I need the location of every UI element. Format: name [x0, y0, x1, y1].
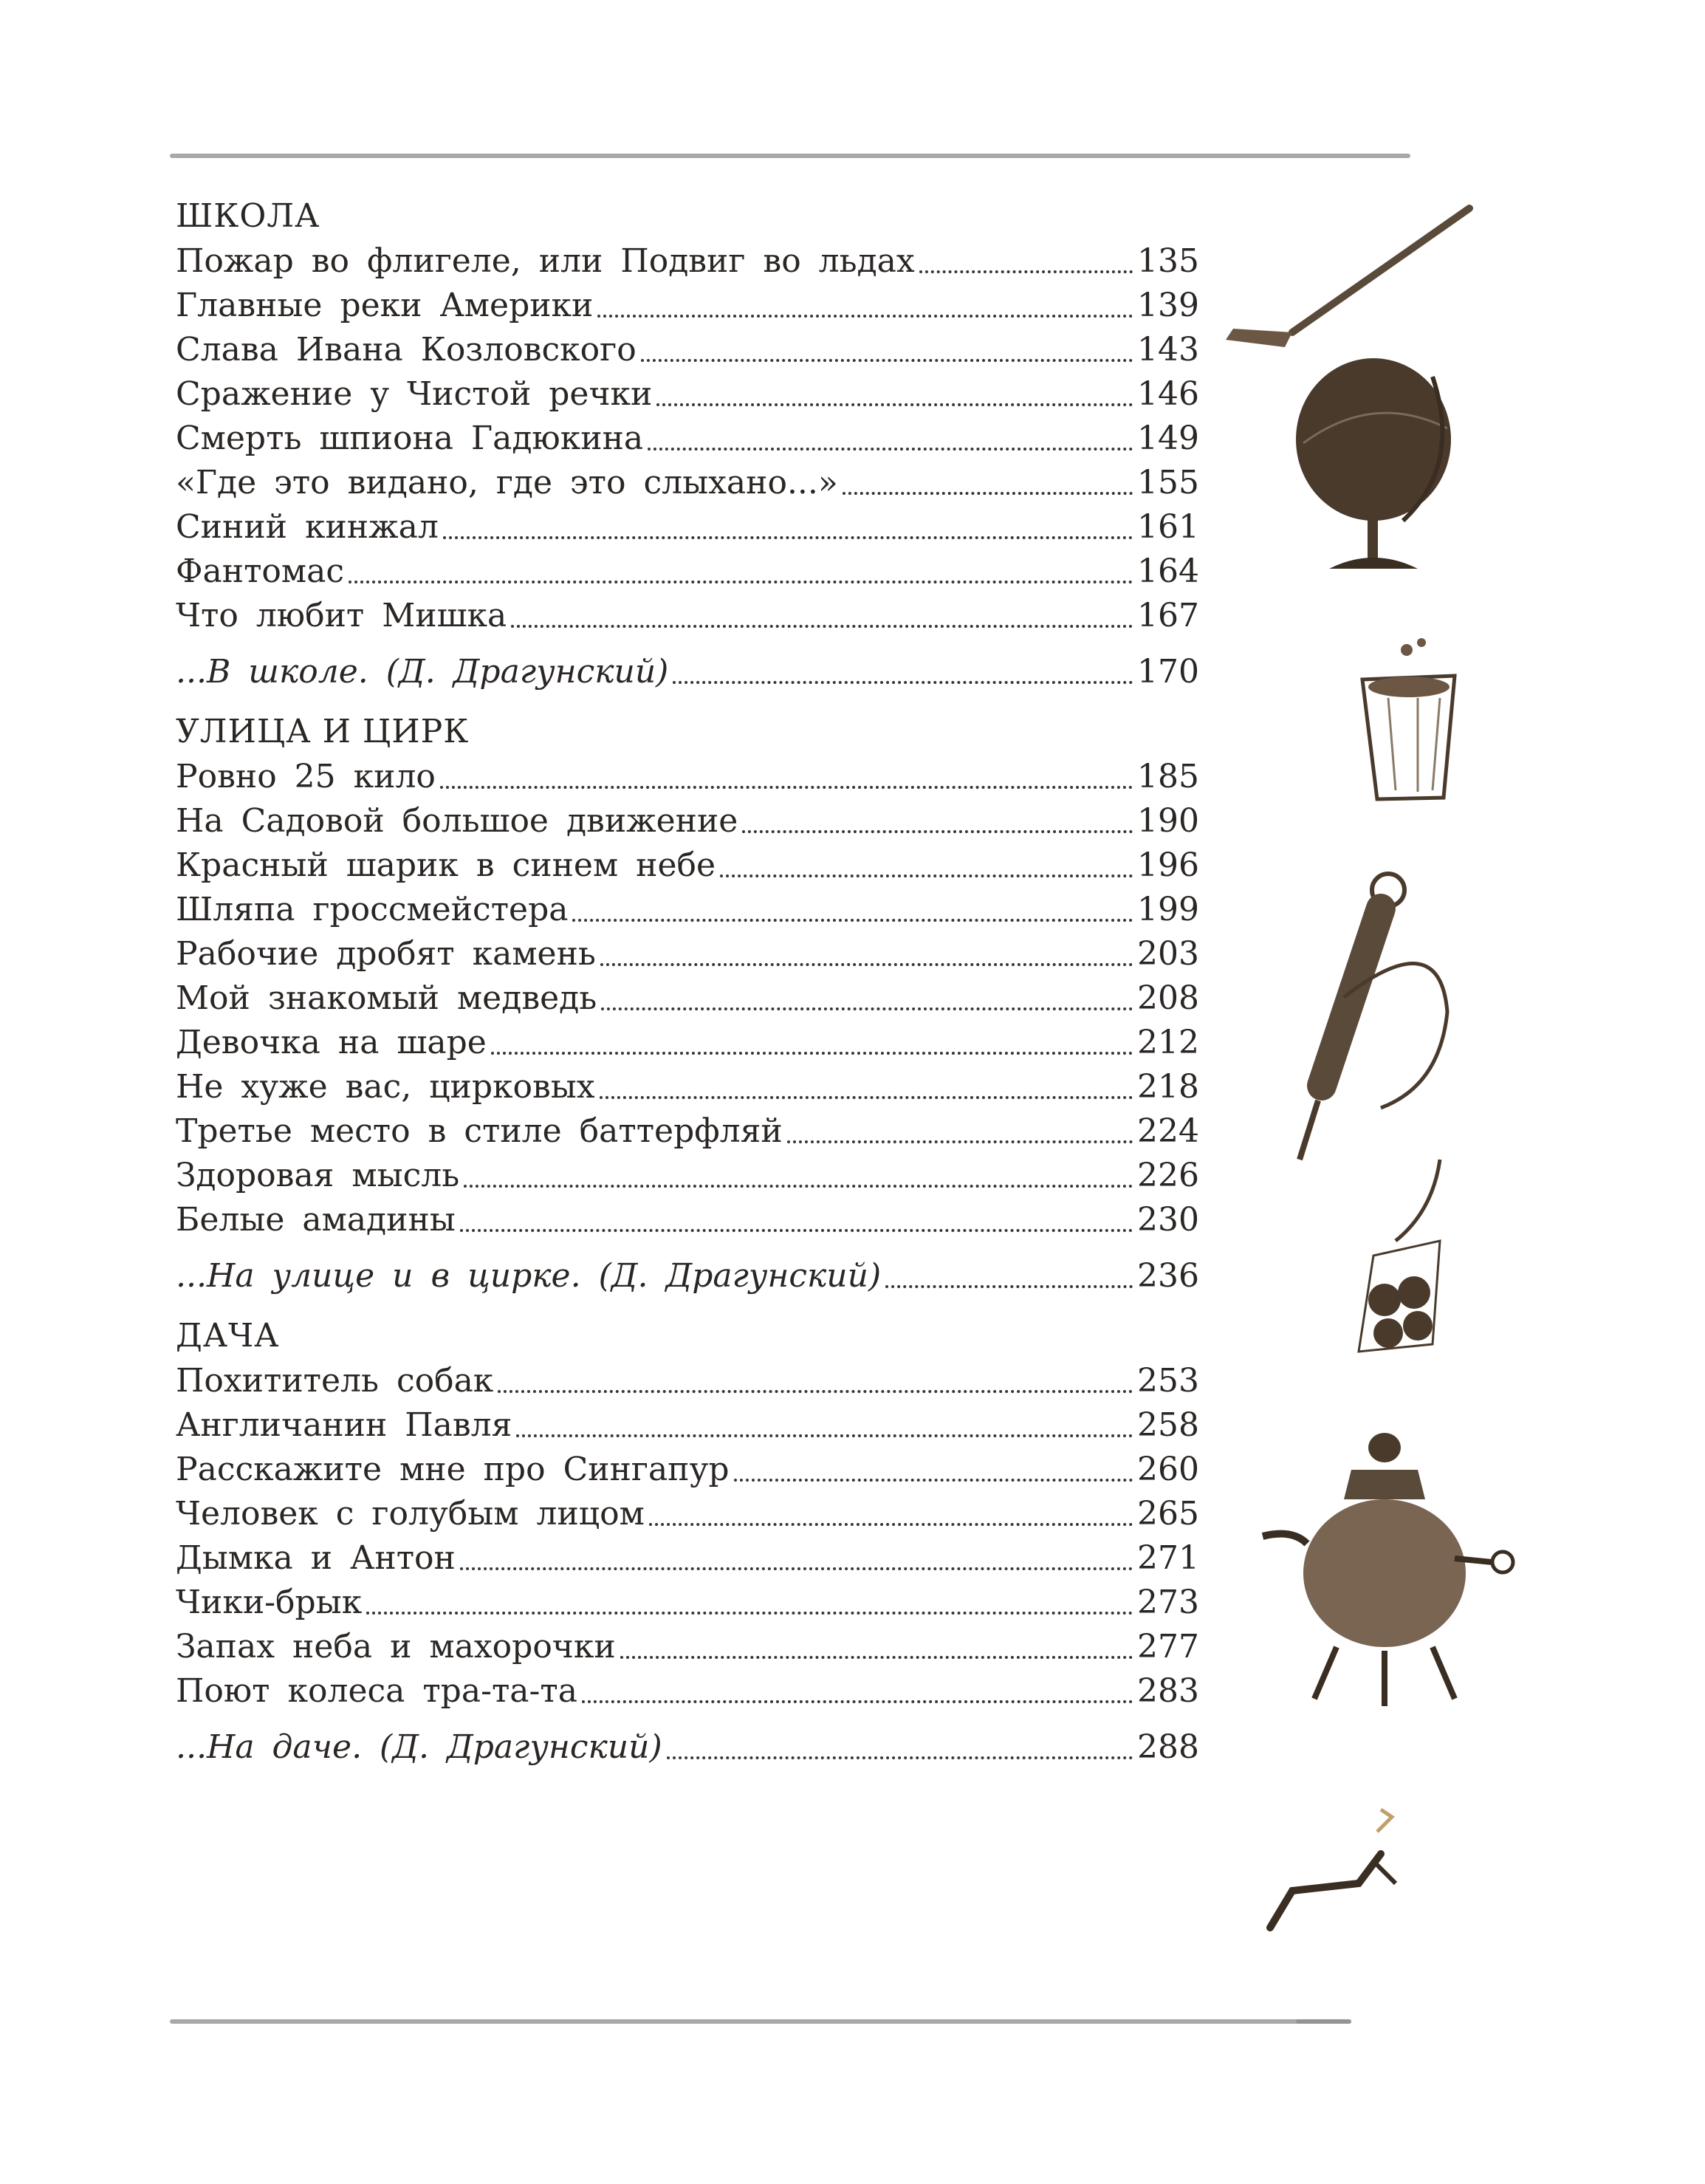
- dot-leader: [641, 359, 1133, 362]
- page-number: 271: [1137, 1539, 1199, 1577]
- page-number: 149: [1137, 420, 1199, 457]
- toc-summary-entry[interactable]: [176, 650, 1199, 694]
- entry-title: Не хуже вас, цирковых: [176, 1068, 595, 1106]
- globe-icon: [1285, 347, 1469, 583]
- entry-title: Слава Ивана Козловского: [176, 331, 637, 369]
- dot-leader: [582, 1700, 1133, 1703]
- toc-entry[interactable]: [176, 1359, 1199, 1403]
- toc-entry[interactable]: [176, 1669, 1199, 1714]
- page-number: 135: [1137, 242, 1199, 280]
- entry-title: Расскажите мне про Сингапур: [176, 1451, 730, 1488]
- toc-summary-entry[interactable]: [176, 1254, 1199, 1298]
- entry-title: Человек с голубым лицом: [176, 1495, 645, 1533]
- entry-title: Пожар во флигеле, или Подвиг во льдах: [176, 242, 915, 280]
- toc-entry[interactable]: [176, 976, 1199, 1021]
- toc-entry[interactable]: [176, 1536, 1199, 1581]
- entry-title: Рабочие дробят камень: [176, 935, 596, 973]
- toc-entry[interactable]: [176, 284, 1199, 328]
- dot-leader: [720, 874, 1133, 877]
- samovar-icon: [1248, 1425, 1529, 1714]
- dot-leader: [443, 536, 1133, 539]
- table-of-contents: [176, 194, 1199, 1770]
- entry-title: Чики-брык: [176, 1584, 363, 1621]
- dot-leader: [600, 1096, 1133, 1099]
- toc-entry[interactable]: [176, 1109, 1199, 1154]
- entry-title: «Где это видано, где это слыхано...»: [176, 464, 838, 502]
- page-number: 199: [1137, 891, 1199, 928]
- page-number: 155: [1137, 464, 1199, 502]
- entry-title: ...В школе. (Д. Драгунский): [176, 653, 669, 691]
- dot-leader: [600, 963, 1133, 966]
- entry-title: Смерть шпиона Гадюкина: [176, 420, 644, 457]
- entry-title: Дымка и Антон: [176, 1539, 456, 1577]
- toc-entry[interactable]: [176, 932, 1199, 976]
- page-number: 208: [1137, 979, 1199, 1017]
- entry-title: Шляпа гроссмейстера: [176, 891, 569, 928]
- page-number: 143: [1137, 331, 1199, 369]
- page-number: 196: [1137, 846, 1199, 884]
- entry-title: Что любит Мишка: [176, 597, 507, 634]
- entry-title: Красный шарик в синем небе: [176, 846, 716, 884]
- page-number: 167: [1137, 597, 1199, 634]
- page-number: 230: [1137, 1201, 1199, 1239]
- dot-leader: [491, 1052, 1133, 1055]
- dot-leader: [460, 1229, 1133, 1232]
- page-number: 283: [1137, 1672, 1199, 1710]
- dot-leader: [498, 1390, 1133, 1393]
- entry-title: Мой знакомый медведь: [176, 979, 597, 1017]
- entry-title: Фантомас: [176, 552, 345, 590]
- page-number: 260: [1137, 1451, 1199, 1488]
- dot-leader: [597, 315, 1133, 318]
- toc-entry[interactable]: [176, 550, 1199, 594]
- entry-title: Запах неба и махорочки: [176, 1628, 616, 1666]
- page-number: 190: [1137, 802, 1199, 840]
- page-number: 224: [1137, 1112, 1199, 1150]
- page-number: 161: [1137, 508, 1199, 546]
- toc-entry[interactable]: [176, 843, 1199, 888]
- toc-entry[interactable]: [176, 755, 1199, 799]
- dot-leader: [667, 1756, 1133, 1759]
- page-number: 164: [1137, 552, 1199, 590]
- toc-summary-entry[interactable]: [176, 1725, 1199, 1770]
- toc-entry[interactable]: [176, 1198, 1199, 1242]
- page-number: 273: [1137, 1584, 1199, 1621]
- section-title: УЛИЦА И ЦИРК: [176, 713, 470, 750]
- dot-leader: [440, 786, 1133, 789]
- page-number: 170: [1137, 653, 1199, 691]
- page-number: 139: [1137, 287, 1199, 324]
- hockey-stick-icon: [1211, 199, 1492, 369]
- entry-title: ...На даче. (Д. Драгунский): [176, 1728, 662, 1766]
- page-number: 288: [1137, 1728, 1199, 1766]
- dot-leader: [673, 681, 1133, 684]
- entry-title: Главные реки Америки: [176, 287, 594, 324]
- toc-entry[interactable]: [176, 1065, 1199, 1109]
- entry-title: Похититель собак: [176, 1362, 494, 1400]
- bottom-rule-dash: [1296, 2019, 1351, 2024]
- glass-icon: [1344, 635, 1477, 812]
- page-number: 226: [1137, 1157, 1199, 1194]
- toc-entry[interactable]: [176, 1581, 1199, 1625]
- entry-title: Ровно 25 кило: [176, 758, 436, 795]
- entry-title: Белые амадины: [176, 1201, 456, 1239]
- section-dacha: [176, 1313, 1199, 1770]
- dot-leader: [516, 1434, 1133, 1437]
- toc-entry[interactable]: [176, 1021, 1199, 1065]
- toc-entry[interactable]: [176, 372, 1199, 417]
- dot-leader: [464, 1185, 1133, 1188]
- toc-entry[interactable]: [176, 1625, 1199, 1669]
- page-number: 185: [1137, 758, 1199, 795]
- entry-title: Девочка на шаре: [176, 1024, 487, 1061]
- toc-entry[interactable]: [176, 1492, 1199, 1536]
- dot-leader: [787, 1140, 1133, 1143]
- dot-leader: [649, 1523, 1133, 1526]
- entry-title: На Садовой большое движение: [176, 802, 738, 840]
- dot-leader: [460, 1567, 1133, 1570]
- section-school: [176, 194, 1199, 694]
- entry-title: Сражение у Чистой речки: [176, 375, 653, 413]
- dot-leader: [511, 625, 1133, 628]
- pump-icon: [1255, 864, 1477, 1174]
- dot-leader: [843, 492, 1133, 495]
- toc-entry[interactable]: [176, 239, 1199, 284]
- toc-entry[interactable]: [176, 505, 1199, 550]
- dot-leader: [734, 1479, 1133, 1482]
- section-street-circus: [176, 709, 1199, 1298]
- entry-title: ...На улице и в цирке. (Д. Драгунский): [176, 1257, 882, 1295]
- section-title: ШКОЛА: [176, 197, 320, 235]
- page-number: 258: [1137, 1406, 1199, 1444]
- page-number: 212: [1137, 1024, 1199, 1061]
- entry-title: Синий кинжал: [176, 508, 439, 546]
- bottom-decorative-rule: [170, 2019, 1351, 2024]
- dot-leader: [349, 581, 1133, 583]
- toc-entry[interactable]: [176, 1448, 1199, 1492]
- dot-leader: [572, 919, 1133, 922]
- entry-title: Поют колеса тра-та-та: [176, 1672, 577, 1710]
- toc-entry[interactable]: [176, 417, 1199, 461]
- toc-entry[interactable]: [176, 328, 1199, 372]
- dot-leader: [742, 830, 1133, 833]
- toc-entry[interactable]: [176, 799, 1199, 843]
- toc-entry[interactable]: [176, 1403, 1199, 1448]
- page-number: 146: [1137, 375, 1199, 413]
- page-number: 253: [1137, 1362, 1199, 1400]
- string-bag-icon: [1329, 1152, 1469, 1374]
- page-number: 203: [1137, 935, 1199, 973]
- dot-leader: [919, 270, 1133, 273]
- boot-icon: [1255, 1802, 1425, 1942]
- page-number: 218: [1137, 1068, 1199, 1106]
- toc-entry[interactable]: [176, 1154, 1199, 1198]
- toc-entry[interactable]: [176, 888, 1199, 932]
- dot-leader: [885, 1285, 1133, 1288]
- entry-title: Здоровая мысль: [176, 1157, 460, 1194]
- dot-leader: [620, 1656, 1133, 1659]
- section-title: ДАЧА: [176, 1317, 280, 1355]
- top-decorative-rule: [170, 154, 1410, 158]
- dot-leader: [601, 1007, 1133, 1010]
- dot-leader: [366, 1612, 1133, 1615]
- entry-title: Третье место в стиле баттерфляй: [176, 1112, 783, 1150]
- page-number: 236: [1137, 1257, 1199, 1295]
- entry-title: Англичанин Павля: [176, 1406, 512, 1444]
- toc-entry[interactable]: [176, 461, 1199, 505]
- page-number: 265: [1137, 1495, 1199, 1533]
- page-number: 277: [1137, 1628, 1199, 1666]
- toc-entry[interactable]: [176, 594, 1199, 638]
- dot-leader: [656, 403, 1133, 406]
- dot-leader: [648, 448, 1133, 451]
